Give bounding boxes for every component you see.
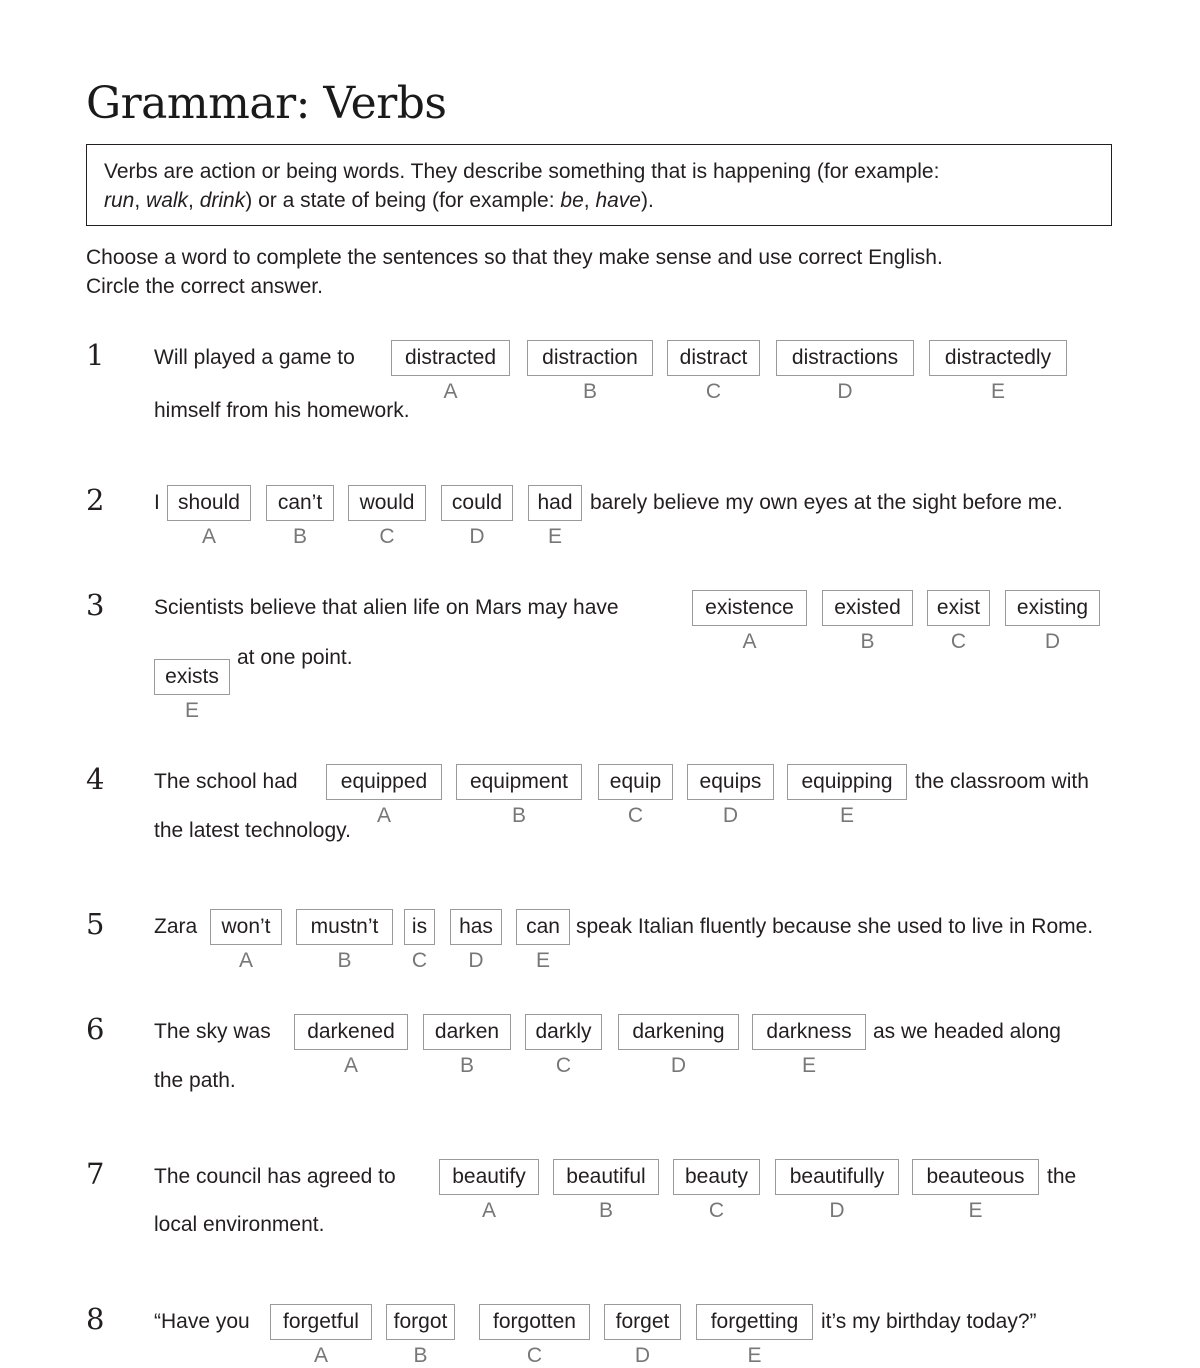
question-text-before: The sky was: [154, 1020, 271, 1043]
option-letter: C: [708, 1199, 725, 1222]
answer-option-a[interactable]: distracted: [391, 340, 510, 376]
question-text-continued: himself from his homework.: [154, 399, 410, 422]
option-letter: B: [337, 949, 352, 972]
option-letter: B: [598, 1199, 613, 1222]
answer-option-c[interactable]: distract: [667, 340, 760, 376]
option-letter: C: [705, 380, 722, 403]
question-text-continued: at one point.: [237, 646, 353, 669]
question-number: 1: [86, 338, 105, 372]
option-letter: A: [343, 1054, 358, 1077]
question-number: 8: [86, 1302, 105, 1336]
question-text-after: barely believe my own eyes at the sight before me.: [590, 491, 1063, 514]
answer-option-c[interactable]: is: [404, 909, 435, 945]
question-text-before: The school had: [154, 770, 298, 793]
answer-option-e[interactable]: distractedly: [929, 340, 1067, 376]
option-letter: E: [547, 525, 562, 548]
answer-option-a[interactable]: forgetful: [270, 1304, 372, 1340]
question-text-before: The council has agreed to: [154, 1165, 396, 1188]
option-letter: C: [379, 525, 395, 548]
option-letter: D: [837, 380, 853, 403]
option-letter: E: [968, 1199, 983, 1222]
option-letter: B: [459, 1054, 474, 1077]
separator: ,: [583, 189, 596, 212]
question-text-after: as we headed along: [873, 1020, 1061, 1043]
question-number: 6: [86, 1012, 105, 1046]
answer-option-c[interactable]: darkly: [525, 1014, 602, 1050]
answer-option-b[interactable]: equipment: [456, 764, 582, 800]
answer-option-d[interactable]: darkening: [618, 1014, 739, 1050]
option-letter: B: [511, 804, 526, 827]
question-number: 7: [86, 1157, 105, 1191]
example-have: have: [595, 189, 641, 212]
option-letter: E: [801, 1054, 816, 1077]
option-letter: E: [184, 699, 199, 722]
option-letter: B: [582, 380, 597, 403]
option-letter: A: [742, 630, 757, 653]
definition-line-1: Verbs are action or being words. They describe something that is happening (for example:: [104, 160, 940, 183]
answer-option-d[interactable]: has: [450, 909, 502, 945]
instructions-line-1: Choose a word to complete the sentences so that they make sense and use correct English.: [86, 246, 943, 269]
question-text-before: Zara: [154, 915, 198, 938]
question-text-continued: local environment.: [154, 1213, 325, 1236]
option-letter: A: [443, 380, 458, 403]
definition-box: [86, 144, 1112, 226]
question-text-after: the classroom with: [915, 770, 1089, 793]
option-letter: D: [722, 804, 739, 827]
answer-option-c[interactable]: exist: [927, 590, 990, 626]
question-text-after: it’s my birthday today?”: [821, 1310, 1037, 1333]
answer-option-d[interactable]: distractions: [776, 340, 914, 376]
answer-option-e[interactable]: exists: [154, 659, 230, 695]
answer-option-e[interactable]: had: [528, 485, 582, 521]
question-text-after: the: [1047, 1165, 1077, 1188]
answer-option-a[interactable]: darkened: [294, 1014, 408, 1050]
option-letter: E: [747, 1344, 762, 1367]
example-walk: walk: [146, 189, 189, 212]
definition-mid: ) or a state of being (for example:: [245, 189, 561, 212]
option-letter: A: [201, 525, 216, 548]
option-letter: C: [411, 949, 428, 972]
answer-option-a[interactable]: should: [167, 485, 251, 521]
option-letter: D: [829, 1199, 845, 1222]
answer-option-a[interactable]: beautify: [439, 1159, 539, 1195]
separator: ,: [188, 189, 200, 212]
option-letter: E: [839, 804, 854, 827]
answer-option-a[interactable]: existence: [692, 590, 807, 626]
option-letter: D: [670, 1054, 687, 1077]
answer-option-e[interactable]: beauteous: [912, 1159, 1039, 1195]
option-letter: D: [469, 525, 485, 548]
option-letter: D: [1044, 630, 1061, 653]
answer-option-a[interactable]: equipped: [326, 764, 442, 800]
instructions-line-2: Circle the correct answer.: [86, 275, 323, 298]
example-drink: drink: [199, 189, 246, 212]
answer-option-c[interactable]: beauty: [673, 1159, 760, 1195]
answer-option-a[interactable]: won’t: [210, 909, 282, 945]
question-text-continued: the latest technology.: [154, 819, 351, 842]
answer-option-b[interactable]: can’t: [266, 485, 334, 521]
answer-option-c[interactable]: equip: [598, 764, 673, 800]
answer-option-d[interactable]: equips: [687, 764, 774, 800]
option-letter: C: [627, 804, 644, 827]
definition-end: ).: [640, 189, 654, 212]
option-letter: A: [481, 1199, 496, 1222]
option-letter: D: [634, 1344, 651, 1367]
answer-option-b[interactable]: existed: [822, 590, 913, 626]
option-letter: C: [555, 1054, 572, 1077]
option-letter: A: [238, 949, 253, 972]
question-text-before: I: [154, 491, 160, 514]
option-letter: B: [413, 1344, 428, 1367]
option-letter: C: [526, 1344, 543, 1367]
option-letter: E: [990, 380, 1005, 403]
question-number: 5: [86, 907, 105, 941]
question-text-after: speak Italian fluently because she used to live in Rome.: [576, 915, 1094, 938]
option-letter: B: [292, 525, 307, 548]
answer-option-d[interactable]: could: [441, 485, 513, 521]
question-text-before: Scientists believe that alien life on Mars may have: [154, 596, 619, 619]
answer-option-d[interactable]: forget: [604, 1304, 681, 1340]
example-be: be: [560, 189, 584, 212]
question-number: 2: [86, 483, 105, 517]
answer-option-c[interactable]: forgotten: [479, 1304, 590, 1340]
option-letter: E: [535, 949, 550, 972]
answer-option-e[interactable]: can: [516, 909, 570, 945]
instructions: [86, 243, 943, 301]
answer-option-b[interactable]: darken: [423, 1014, 511, 1050]
option-letter: A: [376, 804, 391, 827]
option-letter: C: [950, 630, 967, 653]
answer-option-b[interactable]: mustn’t: [296, 909, 393, 945]
page-title: Grammar: Verbs: [86, 78, 447, 129]
question-text-before: “Have you: [154, 1310, 250, 1333]
answer-option-e[interactable]: equipping: [787, 764, 907, 800]
answer-option-d[interactable]: beautifully: [775, 1159, 899, 1195]
question-number: 3: [86, 588, 105, 622]
question-number: 4: [86, 762, 105, 796]
question-text-before: Will played a game to: [154, 346, 355, 369]
option-letter: B: [860, 630, 875, 653]
answer-option-d[interactable]: existing: [1005, 590, 1100, 626]
option-letter: D: [468, 949, 484, 972]
answer-option-c[interactable]: would: [348, 485, 426, 521]
option-letter: A: [313, 1344, 328, 1367]
answer-option-b[interactable]: distraction: [527, 340, 653, 376]
answer-option-b[interactable]: forgot: [386, 1304, 455, 1340]
answer-option-e[interactable]: forgetting: [696, 1304, 813, 1340]
answer-option-b[interactable]: beautiful: [553, 1159, 659, 1195]
question-text-continued: the path.: [154, 1069, 236, 1092]
separator: ,: [134, 189, 147, 212]
answer-option-e[interactable]: darkness: [752, 1014, 866, 1050]
example-run: run: [104, 189, 135, 212]
